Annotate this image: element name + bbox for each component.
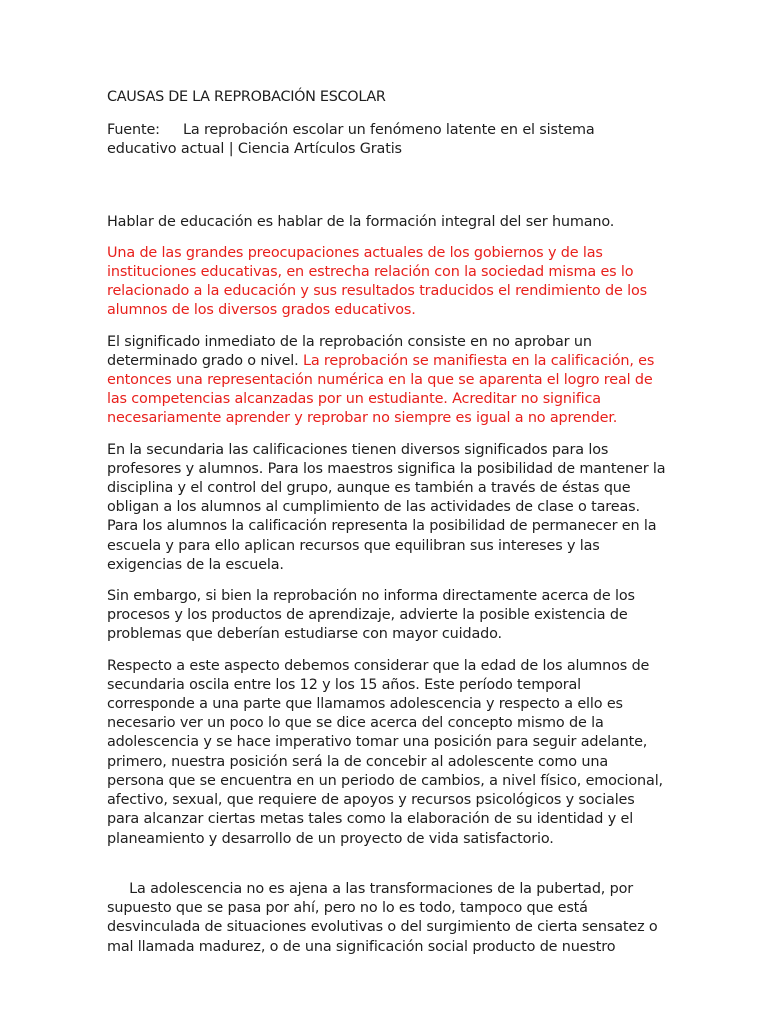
paragraph-2 <box>107 244 667 321</box>
paragraph-2-highlight: Una de las grandes preocupaciones actuales de los gobiernos y de las instituciones educativas, en estrecha relación con la sociedad misma es lo relacionado a la educación y sus resultados traducidos el rendimiento de los alumnos de los diversos grados educativos. <box>107 244 647 319</box>
paragraph-5-text: Sin embargo, si bien la reprobación no informa directamente acerca de los procesos y los productos de aprendizaje, advierte la posible existencia de problemas que deberían estudiarse con mayor cuidado. <box>107 588 635 643</box>
paragraph-5 <box>107 587 667 645</box>
paragraph-7 <box>107 861 667 976</box>
paragraph-4-text: En la secundaria las calificaciones tienen diversos significados para los profesores y alumnos. Para los maestros significa la posibilidad de mantener la disciplina y el control del grupo, aunque es también a través de éstas que obligan a los alumnos al cumplimiento de las actividades de clase o tareas. Para los alumnos la calificación representa la posibilidad de permanecer en la escuela y para ello aplican recursos que equilibran sus intereses y las exigencias de la escuela. <box>107 441 666 573</box>
paragraph-7-text: La adolescencia no es ajena a las transformaciones de la pubertad, por supuesto que se pasa por ahí, pero no lo es todo, tampoco que está desvinculada de situaciones evolutivas o del surgimiento de cierta sensatez o mal llamada madurez, o de una significación social producto de nuestro <box>107 880 662 955</box>
document-title: CAUSAS DE LA REPROBACIÓN ESCOLAR <box>107 89 386 105</box>
paragraph-3-highlight: La reprobación se manifiesta en la calificación, es entonces una representación numérica en la que se aparenta el logro real de las competencias alcanzadas por un estudiante. Acreditar no significa necesariamente aprender y reprobar no siempre es igual a no aprender. <box>107 352 655 427</box>
source-text: La reprobación escolar un fenómeno latente en el sistema educativo actual | Ciencia Artículos Gratis <box>107 122 595 158</box>
paragraph-3 <box>107 333 667 429</box>
paragraph-1 <box>107 213 667 232</box>
paragraph-4 <box>107 441 667 575</box>
paragraph-1-text: Hablar de educación es hablar de la formación integral del ser humano. <box>107 213 615 230</box>
paragraph-3-text: El significado inmediato de la reprobación consiste en no aprobar un determinado grado o nivel. <box>107 333 592 369</box>
paragraph-6-text: Respecto a este aspecto debemos considerar que la edad de los alumnos de secundaria oscila entre los 12 y los 15 años. Este período temporal corresponde a una parte que llamamos adolescencia y respecto a ello es necesario ver un poco lo que se dice acerca del concepto mismo de la adolescencia y se hace imperativo tomar una posición para seguir adelante, primero, nuestra posición será la de concebir al adolescente como una persona que se encuentra en un periodo de cambios, a nivel físico, emocional, afectivo, sexual, que requiere de apoyos y recursos psicológicos y sociales para alcanzar ciertas metas tales como la elaboración de su identidad y el planeamiento y desarrollo de un proyecto de vida satisfactorio. <box>107 657 663 847</box>
document-page <box>107 88 667 976</box>
paragraph-6 <box>107 657 667 849</box>
source-label: Fuente: <box>107 122 160 139</box>
source-line <box>107 121 667 159</box>
